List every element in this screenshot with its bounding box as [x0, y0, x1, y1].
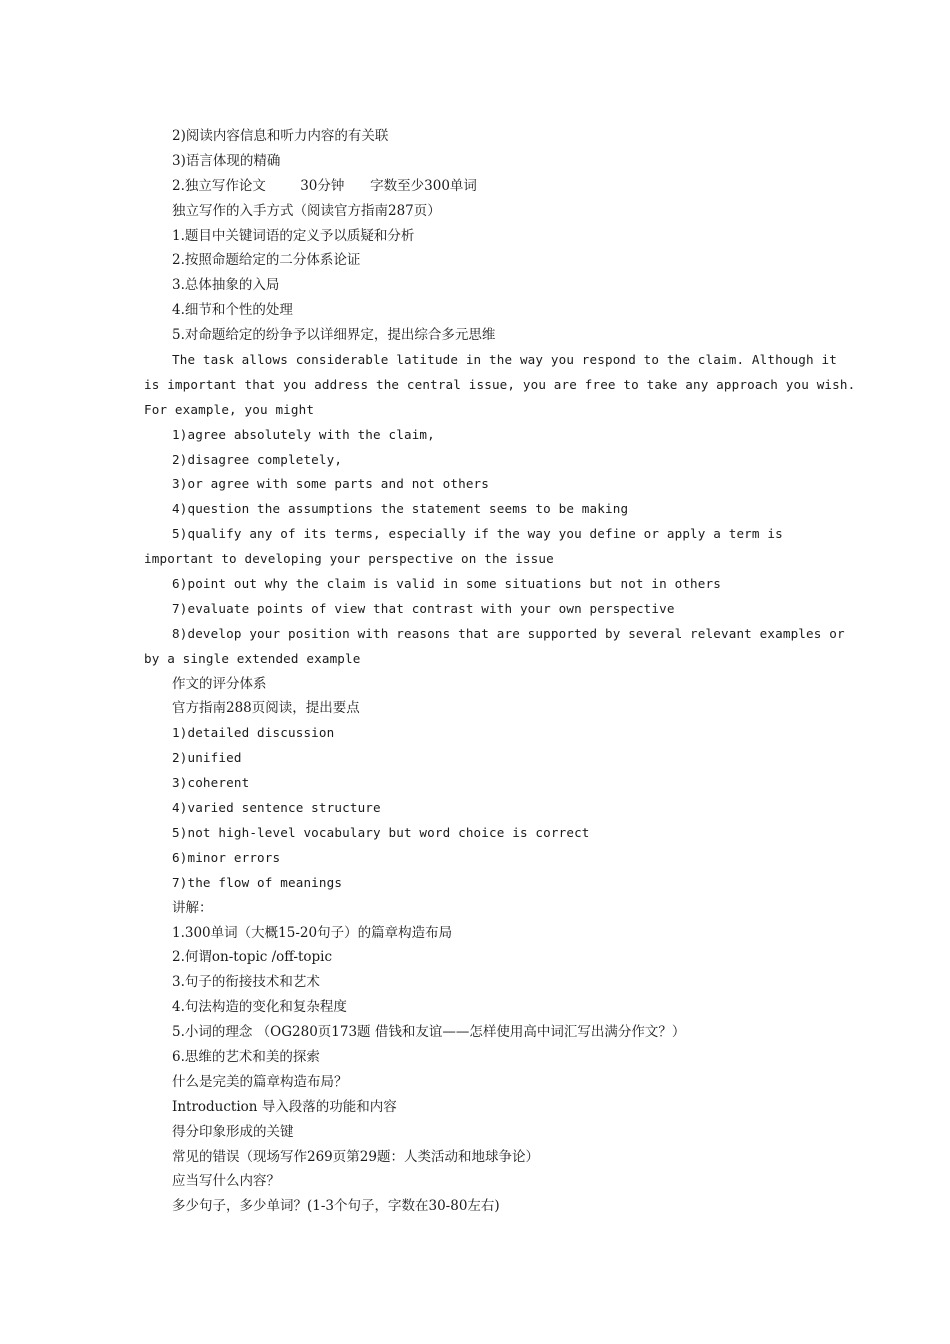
text-line: 6.思维的艺术和美的探索	[172, 1048, 320, 1065]
text-line: 8)develop your position with reasons that are supported by several relevant examples or	[172, 625, 845, 641]
text-line: 2)unified	[172, 750, 242, 766]
text-line: 2.独立写作论文 30分钟 字数至少300单词	[172, 177, 477, 194]
text-line: 2)disagree completely,	[172, 451, 343, 467]
text-line: 3)语言体现的精确	[172, 152, 281, 169]
text-line: 5)not high-level vocabulary but word choice is correct	[172, 824, 590, 840]
text-line: 1)agree absolutely with the claim,	[172, 426, 435, 442]
text-line: 2.按照命题给定的二分体系论证	[172, 252, 361, 269]
text-line: 1.题目中关键词语的定义予以质疑和分析	[172, 227, 415, 244]
text-line: 3.总体抽象的入局	[172, 277, 280, 294]
text-line: Introduction 导入段落的功能和内容	[172, 1098, 397, 1115]
text-line: 作文的评分体系	[172, 675, 267, 692]
text-line: 应当写什么内容？	[172, 1173, 280, 1190]
text-line: 7)evaluate points of view that contrast with your own perspective	[172, 600, 675, 616]
text-line: 2)阅读内容信息和听力内容的有关联	[172, 128, 389, 144]
text-line: 1.300单词（大概15-20句子）的篇章构造布局	[172, 924, 453, 941]
text-line: For example, you might	[144, 401, 315, 417]
text-line: 5)qualify any of its terms, especially if the way you define or apply a term is	[172, 526, 783, 542]
text-line: 4.细节和个性的处理	[172, 302, 293, 319]
text-line: by a single extended example	[144, 650, 361, 666]
text-line: 官方指南288页阅读，提出要点	[172, 700, 360, 717]
text-line: 5.对命题给定的纷争予以详细界定，提出综合多元思维	[172, 327, 496, 344]
text-line: 6)minor errors	[172, 849, 281, 865]
text-line: 常见的错误（现场写作269页第29题：人类活动和地球争论）	[172, 1148, 539, 1165]
text-line: 得分印象形成的关键	[172, 1123, 294, 1140]
text-line: 3)coherent	[172, 775, 250, 791]
text-line: 2.何谓on-topic /off-topic	[172, 949, 333, 966]
text-line: 多少句子，多少单词？(1-3个句子，字数在30-80左右)	[172, 1198, 500, 1215]
text-line: 4)varied sentence structure	[172, 800, 381, 816]
text-line: 4.句法构造的变化和复杂程度	[172, 999, 347, 1016]
text-line: 独立写作的入手方式（阅读官方指南287页）	[172, 202, 441, 219]
document-page	[0, 124, 950, 1219]
text-line: important to developing your perspective on the issue	[144, 551, 554, 567]
text-line: 什么是完美的篇章构造布局？	[172, 1073, 348, 1090]
text-line: 5.小词的理念 （OG280页173题 借钱和友谊——怎样使用高中词汇写出满分作文？）	[172, 1024, 686, 1041]
text-line: 4)question the assumptions the statement seems to be making	[172, 501, 629, 517]
text-line: 1)detailed discussion	[172, 725, 335, 741]
text-line: 7)the flow of meanings	[172, 874, 343, 890]
text-line: 3)or agree with some parts and not others	[172, 476, 490, 492]
text-line: The task allows considerable latitude in the way you respond to the claim. Although it	[172, 352, 837, 368]
text-line: 讲解：	[172, 899, 213, 916]
text-line: is important that you address the central issue, you are free to take any approach you wish.	[144, 376, 856, 392]
text-line: 3.句子的衔接技术和艺术	[172, 974, 320, 991]
text-line: 6)point out why the claim is valid in some situations but not in others	[172, 576, 721, 592]
